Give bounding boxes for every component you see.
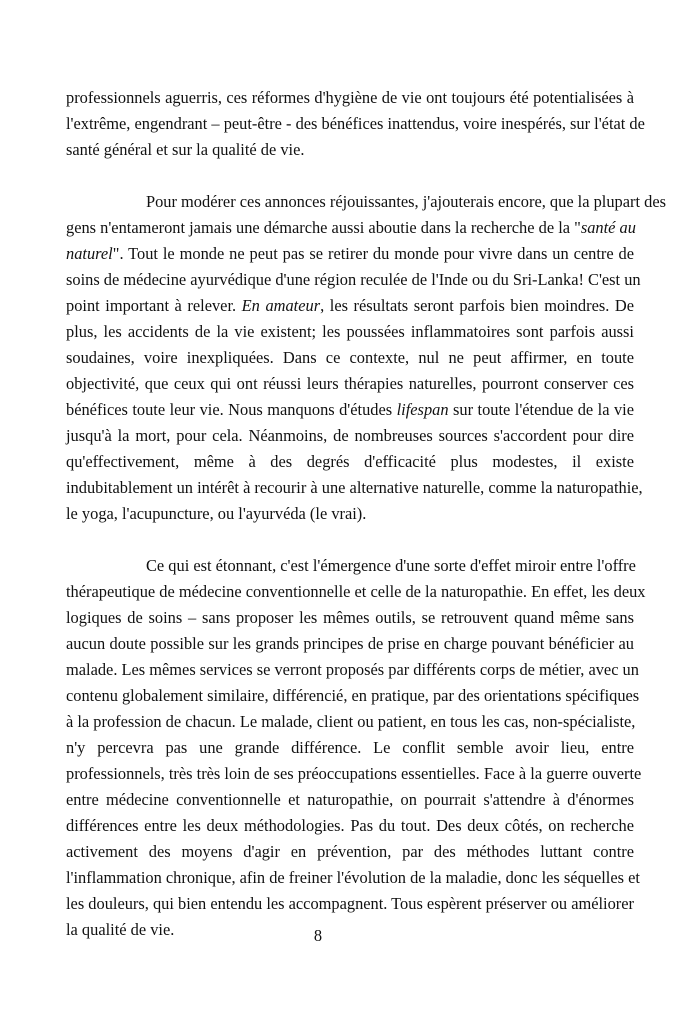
text-line [66, 475, 643, 501]
text-segment: soins de médecine ayurvédique d'une région reculée de l'Inde ou du Sri-Lanka! C'est un [66, 270, 641, 289]
text-segment: la qualité de vie. [66, 920, 175, 939]
document-body [66, 85, 666, 943]
italic-text: naturel [66, 244, 113, 263]
text-segment: thérapeutique de médecine conventionnelle et celle de la naturopathie. En effet, les deux [66, 582, 646, 601]
text-line [66, 839, 634, 865]
text-segment: gens n'entameront jamais une démarche aussi aboutie dans la recherche de la " [66, 218, 581, 237]
text-segment: les douleurs, qui bien entendu les accompagnent. Tous espèrent préserver ou améliorer [66, 894, 634, 913]
text-line [66, 397, 634, 423]
text-segment: aucun doute possible sur les grands principes de prise en charge pouvant bénéficier au [66, 634, 634, 653]
text-segment: logiques de soins – sans proposer les mêmes outils, se retrouvent quand même sans [66, 608, 634, 627]
text-segment: qu'effectivement, même à des degrés d'efficacité plus modestes, il existe [66, 452, 634, 471]
text-segment: malade. Les mêmes services se verront proposés par différents corps de métier, avec un [66, 660, 639, 679]
text-line [66, 241, 634, 267]
text-segment: professionnels, très très loin de ses préoccupations essentielles. Face à la guerre ouverte [66, 764, 642, 783]
text-line [66, 189, 666, 215]
text-segment: ". Tout le monde ne peut pas se retirer du monde pour vivre dans un centre de [112, 244, 634, 263]
text-segment: jusqu'à la mort, pour cela. Néanmoins, de nombreuses sources s'accordent pour dire [66, 426, 634, 445]
text-segment: l'extrême, engendrant – peut-être - des bénéfices inattendus, voire inespérés, sur l'état de [66, 114, 645, 133]
text-line [66, 787, 634, 813]
text-line [66, 85, 634, 111]
text-segment: professionnels aguerris, ces réformes d'hygiène de vie ont toujours été potentialisées à [66, 88, 634, 107]
text-line [66, 657, 639, 683]
text-line [66, 735, 634, 761]
text-segment: le yoga, l'acupuncture, ou l'ayurvéda (le vrai). [66, 504, 367, 523]
text-segment: différences entre les deux méthodologies. Pas du tout. Des deux côtés, on recherche [66, 816, 634, 835]
paragraph [66, 553, 646, 943]
italic-text: En amateur [241, 296, 321, 315]
text-line [66, 605, 634, 631]
text-line [66, 553, 634, 579]
text-segment: Ce qui est étonnant, c'est l'émergence d'une sorte d'effet miroir entre l'offre [146, 556, 636, 575]
text-segment: , les résultats seront parfois bien moindres. De [320, 296, 635, 315]
text-line [66, 267, 641, 293]
text-segment: soudaines, voire inexpliquées. Dans ce contexte, nul ne peut affirmer, en toute [66, 348, 634, 367]
text-segment: indubitablement un intérêt à recourir à une alternative naturelle, comme la naturopathie, [66, 478, 643, 497]
paragraph [66, 189, 666, 527]
text-segment: plus, les accidents de la vie existent; les poussées inflammatoires sont parfois aussi [66, 322, 634, 341]
text-line [66, 111, 645, 137]
text-segment: contenu globalement similaire, différencié, en pratique, par des orientations spécifiques [66, 686, 640, 705]
text-line [66, 683, 640, 709]
text-segment: objectivité, que ceux qui ont réussi leurs thérapies naturelles, pourront conserver ces [66, 374, 634, 393]
text-line [66, 709, 634, 735]
text-line [66, 865, 640, 891]
text-segment: activement des moyens d'agir en prévention, par des méthodes luttant contre [66, 842, 634, 861]
text-line [66, 423, 634, 449]
italic-text: santé au [580, 218, 636, 237]
text-line [66, 761, 642, 787]
paragraph [66, 85, 645, 163]
text-segment: point important à relever. [66, 296, 242, 315]
text-segment: sur toute l'étendue de la vie [448, 400, 635, 419]
page-number: 8 [313, 926, 323, 945]
text-segment: l'inflammation chronique, afin de freiner l'évolution de la maladie, donc les séquelles et [66, 868, 640, 887]
text-segment: bénéfices toute leur vie. Nous manquons d'études [66, 400, 397, 419]
text-line [66, 137, 634, 163]
text-line [66, 293, 634, 319]
text-line [66, 891, 634, 917]
text-segment: n'y percevra pas une grande différence. Le conflit semble avoir lieu, entre [66, 738, 634, 757]
text-segment: santé général et sur la qualité de vie. [66, 140, 305, 159]
italic-text: lifespan [396, 400, 449, 419]
text-line [66, 501, 634, 527]
text-segment: entre médecine conventionnelle et naturopathie, on pourrait s'attendre à d'énormes [66, 790, 634, 809]
text-line [66, 319, 634, 345]
text-line [66, 345, 634, 371]
text-segment: à la profession de chacun. Le malade, client ou patient, en tous les cas, non-spécialiste, [66, 712, 636, 731]
text-line [66, 449, 634, 475]
text-line [66, 215, 634, 241]
text-line [66, 371, 634, 397]
text-line [66, 631, 634, 657]
text-segment: Pour modérer ces annonces réjouissantes, j'ajouterais encore, que la plupart des [146, 192, 666, 211]
text-line [66, 579, 646, 605]
text-line [66, 813, 634, 839]
